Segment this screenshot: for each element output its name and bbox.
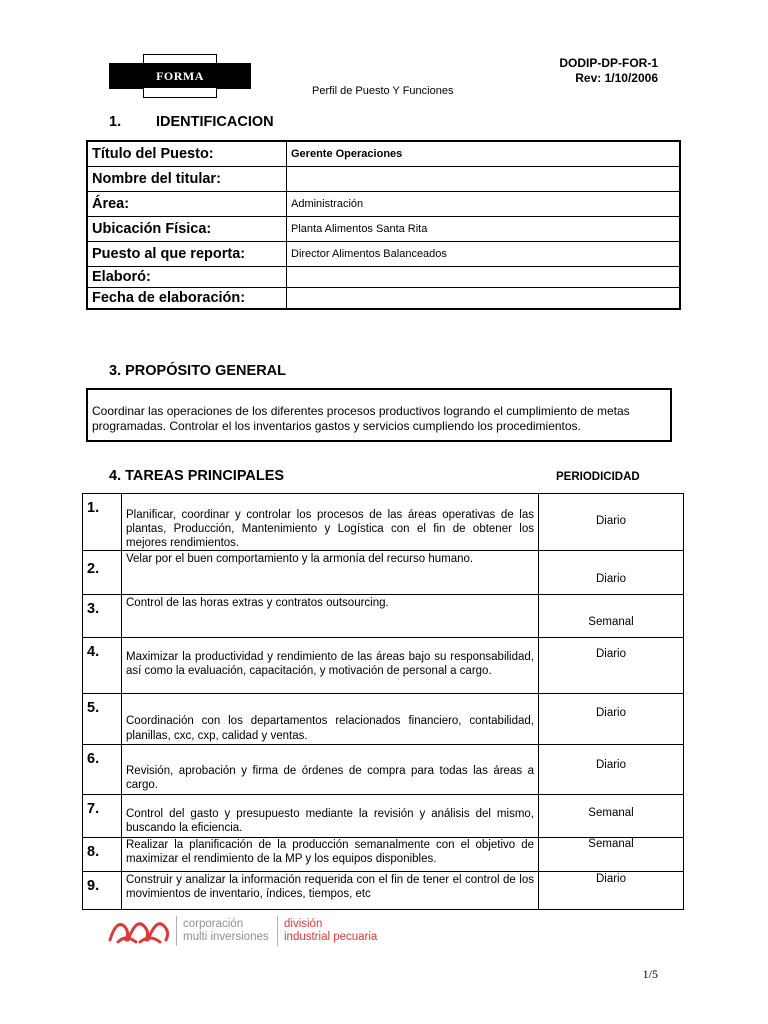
section-proposito-heading bbox=[109, 363, 286, 379]
task-description: Construir y analizar la información requerida con el fin de tener el control de los movimientos de inventario, índices, tiempos, etc bbox=[122, 872, 539, 910]
task-number: 4. bbox=[83, 638, 122, 694]
task-description: Realizar la planificación de la producción semanalmente con el objetivo de maximizar el rendimiento de la MP y los equipos disponibles. bbox=[122, 838, 539, 872]
task-number: 8. bbox=[83, 838, 122, 872]
section-identificacion-heading bbox=[109, 114, 274, 130]
field-label: Nombre del titular: bbox=[87, 167, 287, 192]
task-periodicity: Diario bbox=[539, 745, 684, 795]
task-periodicity: Diario bbox=[539, 494, 684, 551]
task-number: 2. bbox=[83, 551, 122, 595]
corp-name bbox=[183, 918, 269, 944]
task-number: 9. bbox=[83, 872, 122, 910]
field-value: Planta Alimentos Santa Rita bbox=[287, 217, 681, 242]
table-row bbox=[83, 595, 684, 638]
field-label: Ubicación Física: bbox=[87, 217, 287, 242]
page-number: 1/5 bbox=[642, 967, 658, 981]
cmi-logo-icon bbox=[106, 914, 176, 946]
table-row bbox=[83, 745, 684, 795]
division-line: división bbox=[284, 918, 323, 930]
table-row bbox=[83, 551, 684, 595]
table-row bbox=[83, 872, 684, 910]
doc-revision: Rev: 1/10/2006 bbox=[575, 71, 658, 85]
table-row bbox=[87, 217, 680, 242]
table-row bbox=[87, 267, 680, 288]
doc-title: Perfil de Puesto Y Funciones bbox=[312, 85, 454, 97]
task-description: Maximizar la productividad y rendimiento de las áreas bajo su responsabilidad, así como la evaluación, capacitación, y motivación de personal a cargo. bbox=[122, 638, 539, 694]
task-description: Revisión, aprobación y firma de órdenes de compra para todas las áreas a cargo. bbox=[122, 745, 539, 795]
field-label: Fecha de elaboración: bbox=[87, 288, 287, 310]
doc-code: DODIP-DP-FOR-1 bbox=[559, 56, 658, 70]
field-label: Área: bbox=[87, 192, 287, 217]
logo-divider bbox=[176, 916, 177, 946]
table-row bbox=[83, 694, 684, 745]
task-description: Planificar, coordinar y controlar los procesos de las áreas operativas de las plantas, Producción, Mantenimiento y Logística con el fin de obtener los mejores rendimientos. bbox=[122, 494, 539, 551]
task-periodicity: Diario bbox=[539, 551, 684, 595]
periodicidad-label: PERIODICIDAD bbox=[556, 471, 640, 483]
task-number: 5. bbox=[83, 694, 122, 745]
division-line: industrial pecuaria bbox=[284, 931, 378, 943]
table-row bbox=[87, 242, 680, 267]
field-value bbox=[287, 167, 681, 192]
table-row bbox=[87, 141, 680, 167]
task-periodicity: Semanal bbox=[539, 595, 684, 638]
task-periodicity: Diario bbox=[539, 872, 684, 910]
task-periodicity: Semanal bbox=[539, 795, 684, 838]
table-row bbox=[83, 494, 684, 551]
task-periodicity: Diario bbox=[539, 638, 684, 694]
doc-code-block bbox=[559, 56, 658, 86]
field-value bbox=[287, 267, 681, 288]
tasks-table bbox=[82, 493, 684, 910]
section-title: IDENTIFICACION bbox=[156, 114, 274, 130]
purpose-line: Coordinar las operaciones de los diferentes procesos productivos logrando el cumplimiento de metas bbox=[92, 404, 630, 418]
forma-frame-bottom bbox=[143, 88, 217, 98]
forma-label: FORMA bbox=[156, 69, 204, 83]
field-label: Puesto al que reporta: bbox=[87, 242, 287, 267]
table-row bbox=[87, 167, 680, 192]
corp-line: multi inversiones bbox=[183, 931, 269, 943]
task-description: Control de las horas extras y contratos outsourcing. bbox=[122, 595, 539, 638]
field-label: Elaboró: bbox=[87, 267, 287, 288]
field-value bbox=[287, 288, 681, 310]
field-value: Gerente Operaciones bbox=[287, 141, 681, 167]
identification-table bbox=[86, 140, 681, 310]
task-number: 7. bbox=[83, 795, 122, 838]
table-row bbox=[87, 288, 680, 310]
corp-line: corporación bbox=[183, 918, 244, 930]
table-row bbox=[83, 838, 684, 872]
table-row bbox=[87, 192, 680, 217]
section-tareas-heading bbox=[109, 468, 284, 484]
section-title: 4. TAREAS PRINCIPALES bbox=[109, 468, 285, 484]
task-description: Coordinación con los departamentos relacionados financiero, contabilidad, planillas, cxc, cxp, calidad y ventas. bbox=[122, 694, 539, 745]
task-number: 1. bbox=[83, 494, 122, 551]
field-value: Administración bbox=[287, 192, 681, 217]
table-row bbox=[83, 638, 684, 694]
task-number: 6. bbox=[83, 745, 122, 795]
section-number: 1. bbox=[109, 114, 122, 130]
task-periodicity: Semanal bbox=[539, 838, 684, 872]
forma-box bbox=[109, 63, 251, 89]
task-number: 3. bbox=[83, 595, 122, 638]
logo-divider bbox=[277, 916, 278, 946]
task-description: Control del gasto y presupuesto mediante la revisión y análisis del mismo, buscando la eficiencia. bbox=[122, 795, 539, 838]
task-periodicity: Diario bbox=[539, 694, 684, 745]
purpose-line: programadas. Controlar el los inventarios gastos y servicios cumpliendo los procedimientos. bbox=[92, 419, 581, 433]
field-label: Título del Puesto: bbox=[87, 141, 287, 167]
field-value: Director Alimentos Balanceados bbox=[287, 242, 681, 267]
division-name bbox=[284, 918, 377, 944]
table-row bbox=[83, 795, 684, 838]
task-description: Velar por el buen comportamiento y la armonía del recurso humano. bbox=[122, 551, 539, 595]
purpose-box bbox=[86, 388, 672, 442]
section-title: 3. PROPÓSITO GENERAL bbox=[109, 363, 286, 379]
